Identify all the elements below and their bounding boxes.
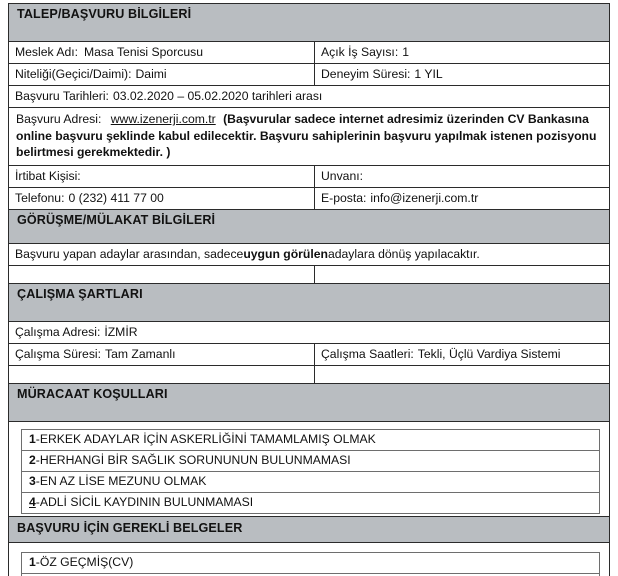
cell-work-hours — [315, 344, 609, 365]
nature-value: Daimi — [135, 67, 167, 81]
row-work-blank — [9, 366, 609, 384]
document-row-number: 1 — [29, 554, 36, 569]
section-header-required-documents — [9, 517, 609, 543]
cell-application-address — [9, 108, 609, 165]
required-documents-table — [21, 552, 600, 576]
section-header-application-terms-label: MÜRACAAT KOŞULLARI — [17, 386, 168, 401]
cell-phone — [9, 188, 315, 209]
experience-label: Deneyim Süresi: — [321, 67, 411, 81]
cell-contact-person — [9, 166, 315, 187]
phone-value: 0 (232) 411 77 00 — [68, 190, 164, 205]
condition-row — [22, 451, 599, 472]
cell-experience — [315, 64, 609, 85]
application-address-label: Başvuru Adresi: — [16, 112, 102, 126]
row-occupation — [9, 42, 609, 64]
section-header-work-conditions — [9, 284, 609, 322]
cell-work-address — [9, 322, 609, 343]
condition-row-text: -HERHANGİ BİR SAĞLIK SORUNUNUN BULUNMAMASI — [35, 452, 351, 467]
condition-row-number: 4 — [29, 494, 36, 509]
section-header-interview — [9, 210, 609, 244]
row-phone-email — [9, 188, 609, 210]
work-address-label: Çalışma Adresi: — [15, 324, 101, 339]
interview-note-suffix: adaylara dönüş yapılacaktır. — [327, 246, 480, 261]
condition-row-text: -EN AZ LİSE MEZUNU OLMAK — [35, 473, 207, 488]
application-address-url-link[interactable]: www.izenerji.com.tr — [110, 112, 216, 126]
job-posting-table — [8, 3, 610, 576]
section-header-request — [9, 4, 609, 42]
section-header-application-terms — [9, 384, 609, 422]
row-contact-person — [9, 166, 609, 188]
cell-interview-blank-left — [9, 266, 315, 283]
condition-row-number: 3 — [29, 473, 36, 488]
contact-person-label: İrtibat Kişisi: — [15, 168, 81, 183]
document-row-text: -ÖZ GEÇMİŞ(CV) — [35, 554, 134, 569]
cell-application-dates — [9, 86, 609, 107]
section-header-required-documents-label: BAŞVURU İÇİN GEREKLİ BELGELER — [17, 520, 243, 535]
interview-note-emphasis: uygun görülen — [243, 246, 328, 261]
row-nature — [9, 64, 609, 86]
cell-title — [315, 166, 609, 187]
email-label: E-posta: — [321, 190, 367, 205]
work-duration-label: Çalışma Süresi: — [15, 346, 102, 361]
condition-row-number: 1 — [29, 431, 36, 446]
email-value: info@izenerji.com.tr — [370, 190, 479, 205]
cell-work-duration — [9, 344, 315, 365]
phone-label: Telefonu: — [15, 190, 65, 205]
open-positions-value: 1 — [402, 45, 409, 59]
document-row — [22, 553, 599, 574]
cell-interview-note — [9, 244, 609, 265]
application-dates-value: 03.02.2020 – 05.02.2020 tarihleri arası — [112, 89, 323, 103]
condition-row — [22, 493, 599, 514]
application-conditions-table — [21, 429, 600, 514]
work-hours-label: Çalışma Saatleri: — [321, 346, 414, 361]
work-hours-value: Tekli, Üçlü Vardiya Sistemi — [417, 346, 561, 361]
application-conditions-container — [9, 422, 609, 517]
row-work-duration-hours — [9, 344, 609, 366]
section-header-request-label: TALEP/BAŞVURU BİLGİLERİ — [17, 7, 192, 21]
cell-email — [315, 188, 609, 209]
row-application-dates — [9, 86, 609, 108]
condition-row — [22, 430, 599, 451]
interview-note-prefix: Başvuru yapan adaylar arasından, sadece — [15, 246, 244, 261]
experience-value: 1 YIL — [414, 67, 443, 81]
title-label: Unvanı: — [321, 168, 364, 183]
row-interview-note — [9, 244, 609, 266]
occupation-value: Masa Tenisi Sporcusu — [84, 45, 203, 59]
occupation-label: Meslek Adı: — [15, 45, 78, 59]
cell-nature — [9, 64, 315, 85]
cell-occupation — [9, 42, 315, 63]
cell-work-blank-right — [315, 366, 609, 383]
nature-label: Niteliği(Geçici/Daimi): — [15, 67, 132, 81]
required-documents-container — [9, 543, 609, 576]
cell-work-blank-left — [9, 366, 315, 383]
application-dates-label: Başvuru Tarihleri: — [15, 89, 109, 103]
section-header-interview-label: GÖRÜŞME/MÜLAKAT BİLGİLERİ — [17, 212, 216, 227]
application-address-note: (Başvurular sadece internet adresimiz üzerinden CV Bankasına online başvuru şeklinde kabul edilecektir. Başvuru sahiplerinin başvuru yapılmak istenen pozisyonu belirtmesi gerekmektedir. ) — [16, 112, 597, 159]
row-work-address — [9, 322, 609, 344]
cell-interview-blank-right — [315, 266, 609, 283]
row-application-address — [9, 108, 609, 166]
condition-row-text: -ADLİ SİCİL KAYDININ BULUNMAMASI — [35, 494, 254, 509]
condition-row-number: 2 — [29, 452, 36, 467]
cell-open-positions — [315, 42, 609, 63]
condition-row-text: -ERKEK ADAYLAR İÇİN ASKERLİĞİNİ TAMAMLAMIŞ OLMAK — [35, 431, 376, 446]
condition-row — [22, 472, 599, 493]
row-interview-blank — [9, 266, 609, 284]
work-address-value: İZMİR — [104, 324, 138, 339]
open-positions-label: Açık İş Sayısı: — [321, 45, 399, 59]
section-header-work-conditions-label: ÇALIŞMA ŞARTLARI — [17, 286, 143, 301]
work-duration-value: Tam Zamanlı — [105, 346, 176, 361]
